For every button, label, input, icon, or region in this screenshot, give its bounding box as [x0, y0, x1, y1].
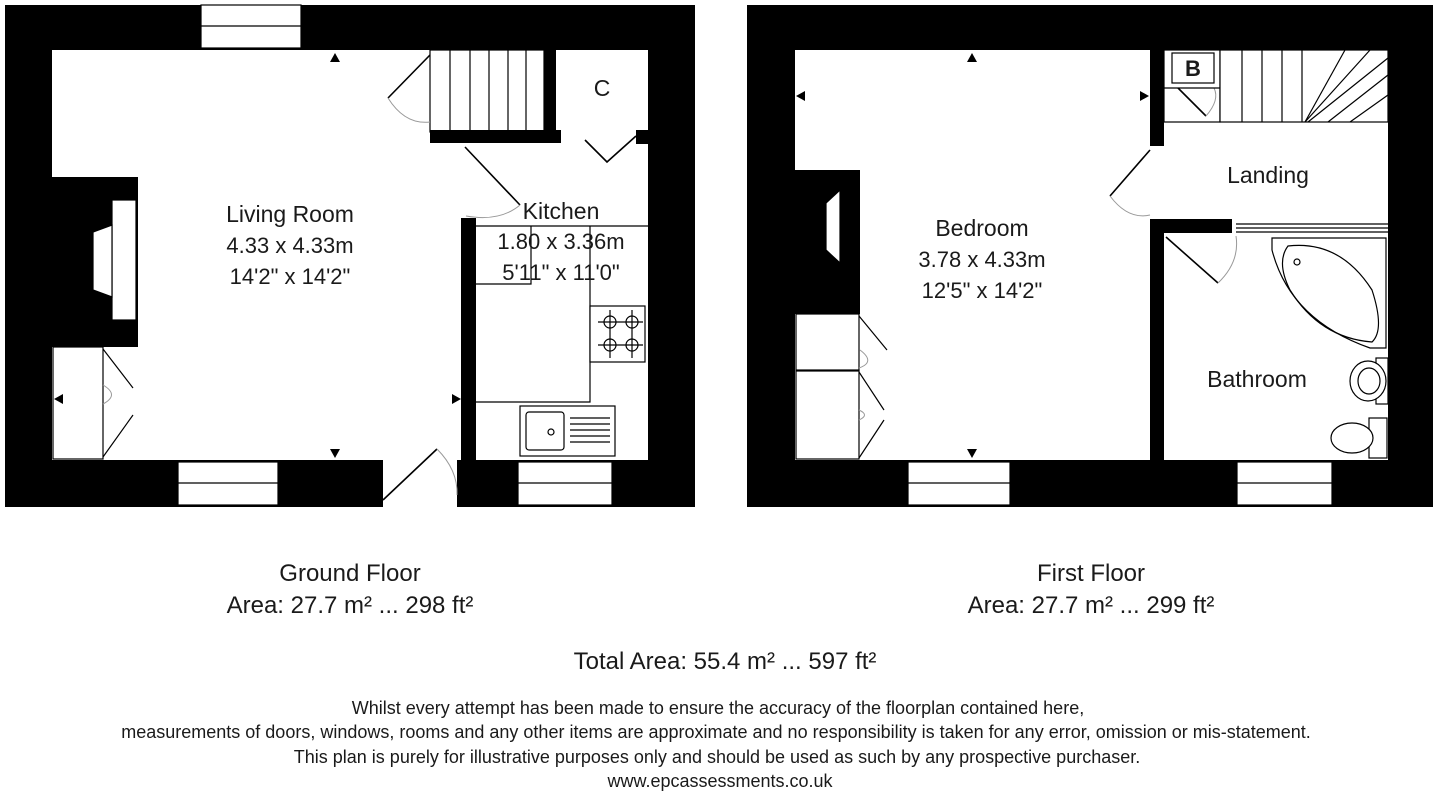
- ground-stair-wall: [430, 130, 561, 143]
- ground-stair-door: [388, 55, 430, 98]
- first-dim-arrow-bottom: [967, 449, 977, 458]
- ground-alcove-door-arc: [103, 385, 112, 404]
- first-dim-arrow-top: [967, 53, 977, 62]
- first-staircase: [1220, 50, 1388, 122]
- first-toilet-pan: [1331, 423, 1373, 453]
- bedroom-name: Bedroom: [935, 215, 1029, 241]
- total-area: Total Area: 55.4 m² ... 597 ft²: [573, 648, 877, 675]
- first-wardrobe-arcs: [859, 350, 868, 420]
- landing-label: Landing: [1227, 162, 1309, 188]
- first-landing-rail: [1236, 224, 1388, 232]
- first-bedroom-door-arc: [1110, 196, 1150, 216]
- bathroom-label: Bathroom: [1207, 366, 1307, 392]
- first-partition-wall-upper: [1150, 50, 1164, 146]
- first-bathroom-door-arc: [1218, 236, 1237, 283]
- ground-hob: [590, 306, 645, 362]
- ground-dim-arrow-top: [330, 53, 340, 62]
- ground-fireplace-opening: [93, 225, 112, 297]
- first-dim-arrow-left: [796, 91, 805, 101]
- ground-front-door-opening: [383, 460, 457, 507]
- first-floor-title: First Floor: [1037, 560, 1145, 587]
- first-landing-bath-wall: [1164, 219, 1232, 233]
- ground-stair-door-arc: [388, 98, 430, 122]
- kitchen-name: Kitchen: [522, 198, 600, 224]
- ground-alcove-cupboard: [53, 347, 103, 459]
- living-room-metric: 4.33 x 4.33m: [226, 233, 354, 258]
- first-floor-area: Area: 27.7 m² ... 299 ft²: [967, 592, 1215, 619]
- disclaimer-line-3: This plan is purely for illustrative purposes only and should be used as such by any prospective purchaser.: [293, 747, 1141, 767]
- disclaimer-line-1: Whilst every attempt has been made to ensure the accuracy of the floorplan contained here,: [351, 698, 1085, 718]
- first-dim-arrow-right: [1140, 91, 1149, 101]
- first-wardrobe-lower: [796, 371, 859, 459]
- first-corner-bath: [1272, 238, 1386, 348]
- ground-floor-area: Area: 27.7 m² ... 298 ft²: [226, 592, 474, 619]
- first-partition-wall-lower: [1150, 219, 1164, 460]
- website-url: www.epcassessments.co.uk: [607, 771, 833, 791]
- first-floor-plan: [747, 5, 1433, 507]
- ground-sink-unit: [520, 406, 615, 456]
- first-fireplace: [826, 190, 840, 263]
- first-wardrobe-doors: [859, 316, 887, 458]
- bedroom-imperial: 12'5" x 14'2": [921, 278, 1043, 303]
- ground-cupboard-door: [585, 136, 636, 162]
- bedroom-metric: 3.78 x 4.33m: [918, 247, 1046, 272]
- ground-partition-wall: [461, 218, 476, 460]
- ground-alcove-door: [103, 349, 133, 457]
- ground-dim-arrow-right: [452, 394, 461, 404]
- ground-cupboard-wall-stub: [636, 130, 648, 144]
- living-room-imperial: 14'2" x 14'2": [229, 264, 351, 289]
- ground-stair-side-wall: [544, 50, 556, 140]
- first-bathroom-door: [1166, 237, 1218, 283]
- ground-staircase: [430, 50, 544, 132]
- first-bedroom-door: [1110, 150, 1150, 196]
- boiler-label: B: [1185, 56, 1201, 81]
- ground-kitchen-door: [465, 147, 520, 205]
- kitchen-imperial: 5'11" x 11'0": [502, 260, 620, 285]
- cupboard-label: C: [593, 75, 611, 101]
- ground-floor-title: Ground Floor: [279, 560, 421, 587]
- disclaimer-line-2: measurements of doors, windows, rooms and any other items are approximate and no responsibility is taken for any error, omission or mis-statement.: [121, 722, 1311, 742]
- ground-dim-arrow-bottom: [330, 449, 340, 458]
- first-wardrobe-upper: [796, 314, 859, 370]
- ground-fireplace-hearth: [112, 200, 136, 320]
- living-room-name: Living Room: [226, 201, 354, 227]
- ground-kitchen-door-arc: [466, 205, 520, 218]
- kitchen-metric: 1.80 x 3.36m: [497, 229, 625, 254]
